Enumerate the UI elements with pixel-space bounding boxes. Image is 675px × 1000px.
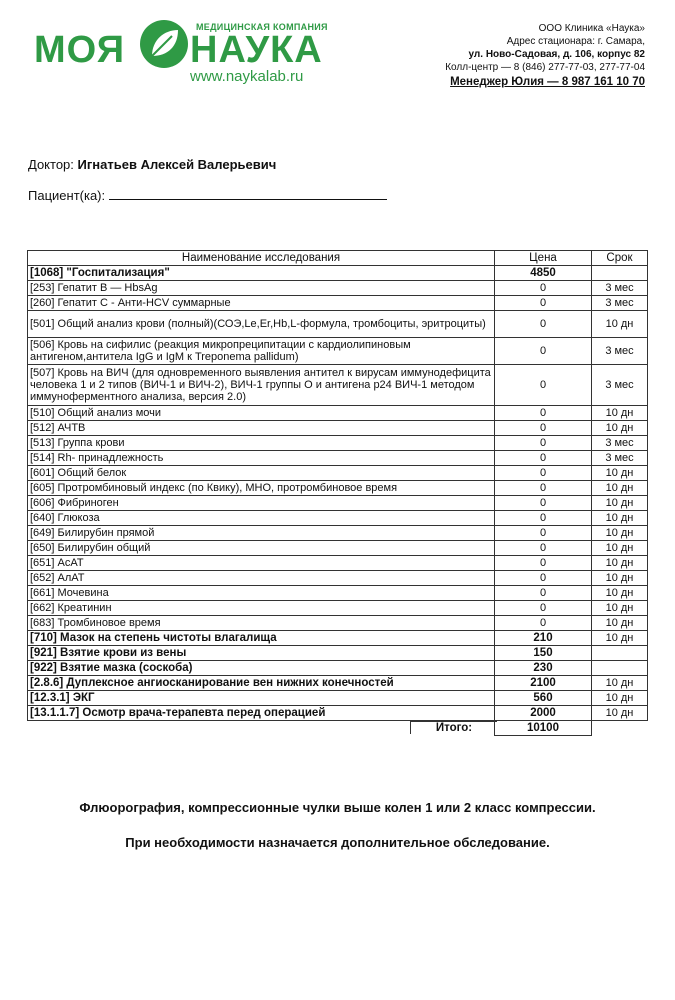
row-term: 10 дн <box>592 406 648 421</box>
row-name: [651] АсАТ <box>28 556 495 571</box>
table-row <box>28 338 648 365</box>
row-term: 10 дн <box>592 571 648 586</box>
row-term: 10 дн <box>592 631 648 646</box>
row-name: [512] АЧТВ <box>28 421 495 436</box>
table-row <box>28 556 648 571</box>
row-price: 0 <box>495 296 592 311</box>
row-price: 2100 <box>495 676 592 691</box>
row-name: [253] Гепатит В — HbsAg <box>28 281 495 296</box>
row-term: 10 дн <box>592 586 648 601</box>
row-name: [661] Мочевина <box>28 586 495 601</box>
table-row <box>28 266 648 281</box>
row-term: 10 дн <box>592 481 648 496</box>
table-row <box>28 311 648 338</box>
header-price: Цена <box>495 251 592 266</box>
table-header-row <box>28 251 648 266</box>
row-name: [13.1.1.7] Осмотр врача-терапевта перед операцией <box>28 706 495 721</box>
table-row <box>28 281 648 296</box>
clinic-info <box>445 22 645 90</box>
row-price: 0 <box>495 338 592 365</box>
row-name: [507] Кровь на ВИЧ (для одновременного выявления антител к вирусам иммунодефицита человека 1 и 2 типов (ВИЧ-1 и ВИЧ-2), ВИЧ-1 группы О и антигена р24 ВИЧ-1 методом иммуноферментного анализа, версия 2.0) <box>28 365 495 406</box>
row-term: 10 дн <box>592 706 648 721</box>
row-price: 0 <box>495 556 592 571</box>
row-term <box>592 646 648 661</box>
logo-word-left: МОЯ <box>34 29 126 71</box>
row-price: 0 <box>495 586 592 601</box>
row-name: [513] Группа крови <box>28 436 495 451</box>
row-term: 10 дн <box>592 601 648 616</box>
total-row <box>28 721 648 736</box>
row-name: [652] АлАТ <box>28 571 495 586</box>
row-price: 210 <box>495 631 592 646</box>
clinic-callcenter: Колл-центр — 8 (846) 277-77-03, 277-77-04 <box>445 62 645 73</box>
logo-url: www.naykalab.ru <box>190 68 304 85</box>
table-row <box>28 526 648 541</box>
row-name: [260] Гепатит С - Анти-HCV суммарные <box>28 296 495 311</box>
doctor-line <box>28 157 276 172</box>
row-price: 0 <box>495 601 592 616</box>
table-row <box>28 466 648 481</box>
row-term: 3 мес <box>592 281 648 296</box>
row-price: 0 <box>495 496 592 511</box>
row-name: [921] Взятие крови из вены <box>28 646 495 661</box>
table-row <box>28 436 648 451</box>
row-name: [649] Билирубин прямой <box>28 526 495 541</box>
table-row <box>28 421 648 436</box>
row-price: 0 <box>495 616 592 631</box>
table-row <box>28 406 648 421</box>
row-name: [650] Билирубин общий <box>28 541 495 556</box>
services-table <box>27 250 648 736</box>
table-row <box>28 601 648 616</box>
row-term: 10 дн <box>592 526 648 541</box>
row-term: 10 дн <box>592 311 648 338</box>
row-price: 0 <box>495 466 592 481</box>
row-name: [606] Фибриноген <box>28 496 495 511</box>
clinic-manager: Менеджер Юлия — 8 987 161 10 70 <box>450 76 645 88</box>
total-value: 10100 <box>495 721 592 736</box>
patient-name-blank <box>109 186 387 200</box>
row-term: 10 дн <box>592 556 648 571</box>
row-name: [510] Общий анализ мочи <box>28 406 495 421</box>
row-price: 0 <box>495 571 592 586</box>
table-row <box>28 541 648 556</box>
row-price: 0 <box>495 526 592 541</box>
leaf-icon <box>138 18 190 70</box>
table-row <box>28 296 648 311</box>
table-row <box>28 481 648 496</box>
row-name: [12.3.1] ЭКГ <box>28 691 495 706</box>
row-price: 0 <box>495 406 592 421</box>
row-price: 0 <box>495 511 592 526</box>
table-row <box>28 706 648 721</box>
row-name: [2.8.6] Дуплексное ангиосканирование вен нижних конечностей <box>28 676 495 691</box>
note-line2: При необходимости назначается дополнительное обследование. <box>125 835 550 850</box>
doctor-label: Доктор: <box>28 157 74 172</box>
row-term: 10 дн <box>592 541 648 556</box>
row-name: [1068] "Госпитализация" <box>28 266 495 281</box>
row-price: 230 <box>495 661 592 676</box>
table-row <box>28 496 648 511</box>
table-row <box>28 451 648 466</box>
table-row <box>28 676 648 691</box>
row-term: 10 дн <box>592 511 648 526</box>
table-row <box>28 631 648 646</box>
row-name: [662] Креатинин <box>28 601 495 616</box>
logo-tagline: МЕДИЦИНСКАЯ КОМПАНИЯ <box>196 22 328 32</box>
row-term: 10 дн <box>592 616 648 631</box>
row-term: 10 дн <box>592 691 648 706</box>
logo-word-right: НАУКА <box>190 29 323 71</box>
row-name: [514] Rh- принадлежность <box>28 451 495 466</box>
row-name: [683] Тромбиновое время <box>28 616 495 631</box>
table-row <box>28 661 648 676</box>
row-name: [922] Взятие мазка (соскоба) <box>28 661 495 676</box>
row-term: 10 дн <box>592 466 648 481</box>
table-row <box>28 691 648 706</box>
row-price: 0 <box>495 281 592 296</box>
row-term: 3 мес <box>592 296 648 311</box>
doctor-name: Игнатьев Алексей Валерьевич <box>77 157 277 172</box>
patient-line <box>28 186 387 203</box>
row-price: 4850 <box>495 266 592 281</box>
row-price: 0 <box>495 451 592 466</box>
row-term: 3 мес <box>592 338 648 365</box>
row-term: 10 дн <box>592 421 648 436</box>
row-price: 0 <box>495 436 592 451</box>
row-term: 3 мес <box>592 436 648 451</box>
row-price: 0 <box>495 311 592 338</box>
table-row <box>28 511 648 526</box>
row-term <box>592 266 648 281</box>
note-line1: Флюорография, компрессионные чулки выше колен 1 или 2 класс компрессии. <box>79 800 596 815</box>
row-price: 150 <box>495 646 592 661</box>
row-name: [605] Протромбиновый индекс (по Квику), МНО, протромбиновое время <box>28 481 495 496</box>
row-name: [710] Мазок на степень чистоты влагалища <box>28 631 495 646</box>
company-logo <box>34 12 328 87</box>
patient-label: Пациент(ка): <box>28 188 106 203</box>
header-name: Наименование исследования <box>28 251 495 266</box>
table-row <box>28 646 648 661</box>
row-name: [601] Общий белок <box>28 466 495 481</box>
row-term: 3 мес <box>592 451 648 466</box>
table-row <box>28 365 648 406</box>
row-price: 0 <box>495 481 592 496</box>
header-term: Срок <box>592 251 648 266</box>
table-row <box>28 586 648 601</box>
clinic-address-line2: ул. Ново-Садовая, д. 106, корпус 82 <box>468 49 645 60</box>
row-term <box>592 661 648 676</box>
row-name: [640] Глюкоза <box>28 511 495 526</box>
row-price: 0 <box>495 541 592 556</box>
row-term: 3 мес <box>592 365 648 406</box>
row-term: 10 дн <box>592 496 648 511</box>
row-name: [506] Кровь на сифилис (реакция микропреципитации с кардиолипиновым антигеном,антитела IgG и IgM к Treponema pallidum) <box>28 338 495 365</box>
row-term: 10 дн <box>592 676 648 691</box>
total-label-box: Итого: <box>410 721 497 734</box>
total-label <box>28 721 495 736</box>
clinic-address-line1: Адрес стационара: г. Самара, <box>506 36 645 47</box>
row-price: 0 <box>495 421 592 436</box>
row-name: [501] Общий анализ крови (полный)(СОЭ,Le,Er,Hb,L-формула, тромбоциты, эритроциты) <box>28 311 495 338</box>
row-price: 560 <box>495 691 592 706</box>
total-empty-cell <box>592 721 648 736</box>
table-row <box>28 616 648 631</box>
row-price: 0 <box>495 365 592 406</box>
row-price: 2000 <box>495 706 592 721</box>
table-row <box>28 571 648 586</box>
clinic-name: ООО Клиника «Наука» <box>538 23 645 34</box>
